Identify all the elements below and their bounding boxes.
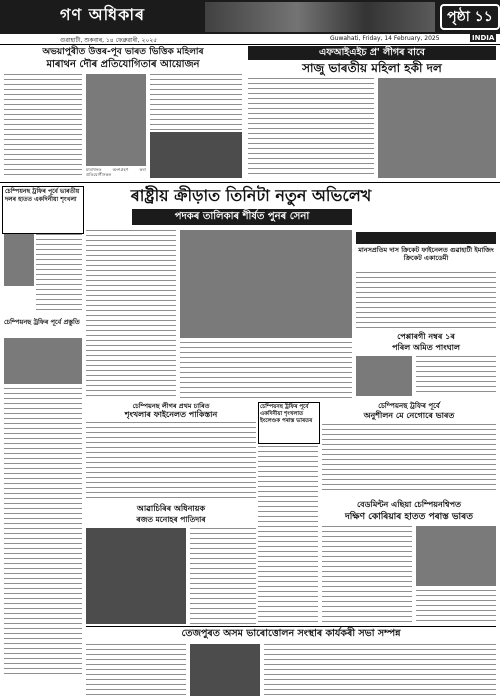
- masthead-title: গণ অধিকাৰ: [60, 5, 145, 24]
- article-body-badminton-2: [416, 590, 496, 622]
- article-body-odi-series: [258, 446, 318, 622]
- headline-champions-prep: চেম্পিয়নছ ট্ৰফিৰ পূৰ্বে প্ৰস্তুতি: [4, 318, 80, 326]
- headline-amit-panghal-2: পৰিল অমিত পাংঘাল: [392, 343, 460, 352]
- photo-caption-marathon: মাৰাথনত অংশগ্ৰহণ কৰা প্ৰতিযোগীসকল: [86, 167, 146, 177]
- section-tag: INDIA: [472, 34, 495, 42]
- photo-national-games-runners: [180, 230, 352, 338]
- divider: [0, 182, 500, 183]
- headline-marathon-2: মাৰাথন দৌৰ প্ৰতিযোগিতাৰ আয়োজন: [46, 59, 200, 70]
- masthead-photo-collage: [205, 2, 435, 32]
- photo-amit-panghal: [356, 356, 412, 396]
- headline-weightlifting: তেজপুৰত অসম ভাৰোত্তোলন সংস্থাৰ কাৰ্যকৰী সভা সম্পন্ন: [181, 628, 401, 639]
- photo-rajat-patidar: [86, 528, 186, 624]
- article-body-hockey: [248, 78, 374, 178]
- headline-practice-1: চেম্পিয়নছ ট্ৰফিৰ পূৰ্বে: [378, 402, 440, 410]
- photo-cricketer-left: [4, 234, 34, 286]
- article-body-marathon-col2: [150, 74, 242, 130]
- headline-practice-2: অনুশীলন মে নেগোৰে ভাৰত: [363, 411, 455, 420]
- article-body-national-games-col2: [180, 342, 352, 398]
- article-body-champions-side: [36, 234, 82, 314]
- box-head-cricket-final: [356, 232, 496, 244]
- headline-cricket-final: মানসপ্ৰতিম দাস ক্ৰিকেট ফাইনেলত গুৱাহাটী ইমাজিং ক্ৰিকেট একাডেমী: [358, 246, 494, 262]
- headline-national-games: ৰাষ্ট্ৰীয় ক্ৰীড়াত তিনিটা নতুন অভিলেখ: [130, 186, 372, 205]
- photo-cricketer-action: [4, 338, 82, 384]
- headline-rcb-captain-2: ৰজত মনোহৰ পাতিদাৰ: [136, 515, 206, 524]
- article-body-practice: [322, 424, 496, 494]
- headline-pakistan-1: চেম্পিয়নছ লীগৰ প্ৰথম চাৰিত: [132, 402, 210, 410]
- photo-weightlifting: [190, 644, 260, 696]
- headline-pakistan-2: শৃংখলাৰ ফাইনেলত পাকিস্তান: [124, 410, 218, 419]
- headline-champions-side: চেম্পিয়নছ ট্ৰফিৰ পূৰ্বে ভাৰতীয় দলৰ হাতত একদিনীয়া শৃংখলা: [5, 188, 80, 203]
- article-body-marathon-col1: [4, 74, 82, 178]
- photo-marathon-runners: [86, 74, 146, 166]
- photo-marathon-winners: [150, 132, 242, 178]
- page-number-badge: পৃষ্ঠা ১১: [440, 4, 500, 30]
- photo-hockey-team: [378, 78, 496, 178]
- date-english: Guwahati, Friday, 14 February, 2025: [330, 35, 440, 42]
- headline-badminton-1: বেডমিন্টন এছিয়া চেম্পিয়নশ্বিপত: [356, 500, 462, 509]
- headline-hockey-1: এফআইএইচ প্ৰ' লীগৰ বাবে: [248, 46, 496, 60]
- divider-bottom: [86, 626, 496, 627]
- article-body-pakistan: [86, 422, 256, 500]
- headline-hockey-2: সাজু ভাৰতীয় মহিলা হকী দল: [302, 61, 442, 75]
- headline-amit-panghal-1: পেপ্পাৰগী নম্বৰ ১ৰ: [397, 332, 455, 341]
- article-body-cricket-final: [356, 272, 496, 328]
- article-body-weightlifting-col1: [86, 644, 186, 696]
- article-body-rcb: [190, 528, 256, 624]
- date-assamese: গুৱাহাটী, শুকবাৰ, ১৪ ফেব্ৰুৱাৰী, ২০২৫: [60, 37, 158, 44]
- article-body-amit-panghal: [416, 356, 496, 396]
- article-body-badminton: [322, 526, 412, 622]
- article-body-left-column: [4, 388, 82, 678]
- headline-rcb-captain-1: আৱাচিৰিৰ অধিনায়ক: [136, 504, 206, 513]
- headline-odi-series: চেম্পিয়নছ ট্ৰফিৰ পূৰ্বে একদিনীয়া শৃংখলাত ইংলেণ্ডক পৰাস্ত ভাৰতৰ: [260, 404, 313, 424]
- photo-badminton: [416, 526, 496, 586]
- subhead-national-games: পদকৰ তালিকাৰ শীৰ্ষত পুনৰ সেনা: [132, 209, 352, 225]
- article-body-weightlifting-col2: [264, 644, 496, 696]
- headline-badminton-2: দক্ষিণ কোৰিয়াৰ হাতত পৰাস্ত ভাৰত: [345, 512, 473, 522]
- article-body-national-games-col1: [86, 230, 176, 398]
- headline-marathon-1: অভয়াপুৰীত উত্তৰ-পূব ভাৰত ভিত্তিক মহিলাৰ: [42, 47, 204, 57]
